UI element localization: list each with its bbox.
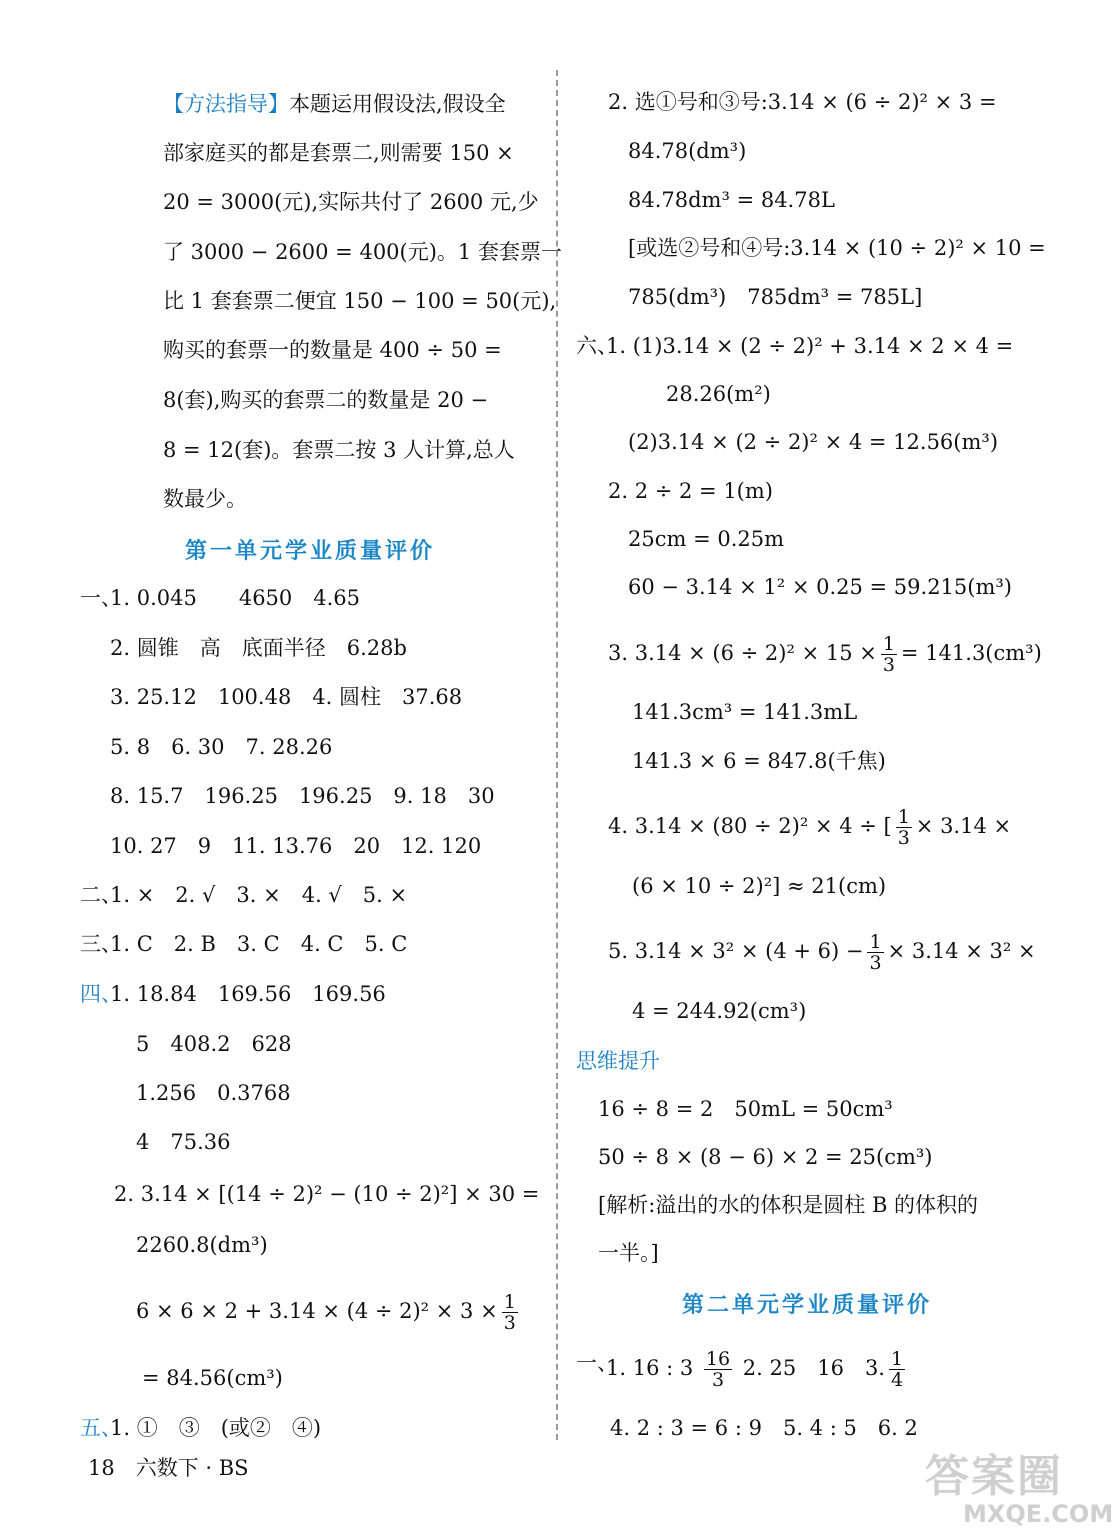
s4-q2d: = 84.56(cm³) — [142, 1366, 283, 1390]
r-q2c: 84.78dm³ = 84.78L — [628, 188, 835, 212]
method-guide-line-1: 【方法指导】本题运用假设法,假设全 — [163, 92, 506, 116]
u2-section-1-marker: 一、 — [576, 1351, 618, 1375]
s4-q2c: 6 × 6 × 2 + 3.14 × (4 ÷ 2)² × 3 × $\frac{1}{3}$ — [136, 1291, 516, 1334]
s4-q1c: 1.256 0.3768 — [136, 1081, 291, 1105]
watermark-url: MXQE.COM — [963, 1500, 1113, 1528]
s4-q1b: 5 408.2 628 — [136, 1032, 292, 1056]
fraction: $\frac{1}{3}$ — [882, 633, 895, 676]
s6-q2b: 25cm = 0.25m — [628, 527, 785, 551]
s1-q10: 10. 27 9 11. 13.76 20 12. 120 — [110, 834, 482, 858]
r-q2e: 785(dm³) 785dm³ = 785L] — [628, 285, 923, 309]
section-4-marker: 四、 — [80, 982, 122, 1006]
s4-q1a: 1. 18.84 169.56 169.56 — [110, 982, 386, 1006]
s6-q3b: 141.3cm³ = 141.3mL — [632, 700, 858, 724]
fraction: $\frac{16}{3}$ — [705, 1348, 731, 1391]
fraction: $\frac{1}{3}$ — [869, 931, 882, 974]
r-q2a: 2. 选①号和③号:3.14 × (6 ÷ 2)² × 3 = — [608, 90, 997, 114]
s6-q5b: 4 = 244.92(cm³) — [632, 999, 807, 1023]
watermark-logo — [925, 1440, 1113, 1536]
s6-q5a: 5. 3.14 × 3² × (4 + 6) − $\frac{1}{3}$ × 3.14 × 3² × — [608, 931, 1036, 974]
fraction: $\frac{1}{3}$ — [897, 806, 910, 849]
s6-q1b: 28.26(m²) — [666, 382, 771, 406]
method-guide-line-6: 购买的套票一的数量是 400 ÷ 50 = — [163, 338, 502, 362]
section-6-marker: 六、 — [576, 334, 618, 358]
r-q2b: 84.78(dm³) — [628, 139, 747, 163]
think-line-1: 16 ÷ 8 = 2 50mL = 50cm³ — [598, 1097, 893, 1121]
section-5-marker: 五、 — [80, 1416, 122, 1440]
u2-q4: 4. 2 : 3 = 6 : 9 5. 4 : 5 6. 2 — [610, 1416, 918, 1440]
section-3-marker: 三、 — [80, 932, 122, 956]
watermark-mark: 答案圈 — [925, 1451, 1063, 1502]
s6-q1c: (2)3.14 × (2 ÷ 2)² × 4 = 12.56(m³) — [628, 430, 999, 454]
page-footer: 18 六数下 · BS — [88, 1456, 249, 1480]
u2-q1: 1. 16 : 3 $\frac{16}{3}$ 2. 25 16 3. $\frac{1}{4}$ — [606, 1348, 904, 1391]
method-guide-line-3: 20 = 3000(元),实际共付了 2600 元,少 — [163, 190, 539, 214]
s1-q5: 5. 8 6. 30 7. 28.26 — [110, 735, 333, 759]
s6-q2a: 2. 2 ÷ 2 = 1(m) — [608, 479, 773, 503]
s6-q3c: 141.3 × 6 = 847.8(千焦) — [632, 749, 886, 773]
think-line-2: 50 ÷ 8 × (8 − 6) × 2 = 25(cm³) — [598, 1145, 933, 1169]
method-guide-line-5: 比 1 套套票二便宜 150 − 100 = 50(元), — [163, 289, 557, 313]
method-guide-tag: 【方法指导】 — [163, 92, 289, 116]
fraction: $\frac{1}{3}$ — [503, 1291, 516, 1334]
method-guide-line-9: 数最少。 — [163, 487, 247, 511]
s6-q3a: 3. 3.14 × (6 ÷ 2)² × 15 × $\frac{1}{3}$ = 141.3(cm³) — [608, 633, 1042, 676]
s5-q1: 1. ① ③ (或② ④) — [110, 1416, 322, 1440]
think-line-3: [解析:溢出的水的体积是圆柱 B 的体积的 — [598, 1193, 979, 1217]
column-divider — [556, 70, 558, 1440]
method-guide-line-4: 了 3000 − 2600 = 400(元)。1 套套票一 — [163, 240, 562, 264]
section-1-marker: 一、 — [80, 586, 122, 610]
s6-q1a: 1. (1)3.14 × (2 ÷ 2)² + 3.14 × 2 × 4 = — [606, 334, 1014, 358]
s1-q1: 1. 0.045 4650 4.65 — [110, 586, 361, 610]
think-line-4: 一半。] — [598, 1241, 659, 1265]
s4-q1d: 4 75.36 — [136, 1130, 231, 1154]
s1-q2: 2. 圆锥 高 底面半径 6.28b — [110, 636, 407, 660]
s1-q3: 3. 25.12 100.48 4. 圆柱 37.68 — [110, 685, 463, 709]
s4-q2a: 2. 3.14 × [(14 ÷ 2)² − (10 ÷ 2)²] × 30 = — [114, 1182, 540, 1206]
unit1-title: 第一单元学业质量评价 — [185, 538, 436, 564]
fraction: $\frac{1}{4}$ — [891, 1348, 904, 1391]
s4-q2b: 2260.8(dm³) — [136, 1233, 268, 1257]
method-guide-line-8: 8 = 12(套)。套票二按 3 人计算,总人 — [163, 438, 515, 462]
unit2-title: 第二单元学业质量评价 — [682, 1292, 933, 1318]
s1-q8: 8. 15.7 196.25 196.25 9. 18 30 — [110, 784, 495, 808]
s3-items: 1. C 2. B 3. C 4. C 5. C — [110, 932, 408, 956]
s6-q4a: 4. 3.14 × (80 ÷ 2)² × 4 ÷ [ $\frac{1}{3}$ × 3.14 × — [608, 806, 1012, 849]
s6-q2c: 60 − 3.14 × 1² × 0.25 = 59.215(m³) — [628, 575, 1012, 599]
s6-q4b: (6 × 10 ÷ 2)²] ≈ 21(cm) — [632, 874, 887, 898]
thinking-title: 思维提升 — [576, 1049, 660, 1073]
method-guide-line-7: 8(套),购买的套票二的数量是 20 − — [163, 388, 489, 412]
section-2-marker: 二、 — [80, 883, 122, 907]
r-q2d: [或选②号和④号:3.14 × (10 ÷ 2)² × 10 = — [628, 236, 1046, 260]
method-guide-line-2: 部家庭买的都是套票二,则需要 150 × — [163, 141, 514, 165]
s2-items: 1. × 2. √ 3. × 4. √ 5. × — [110, 883, 408, 907]
